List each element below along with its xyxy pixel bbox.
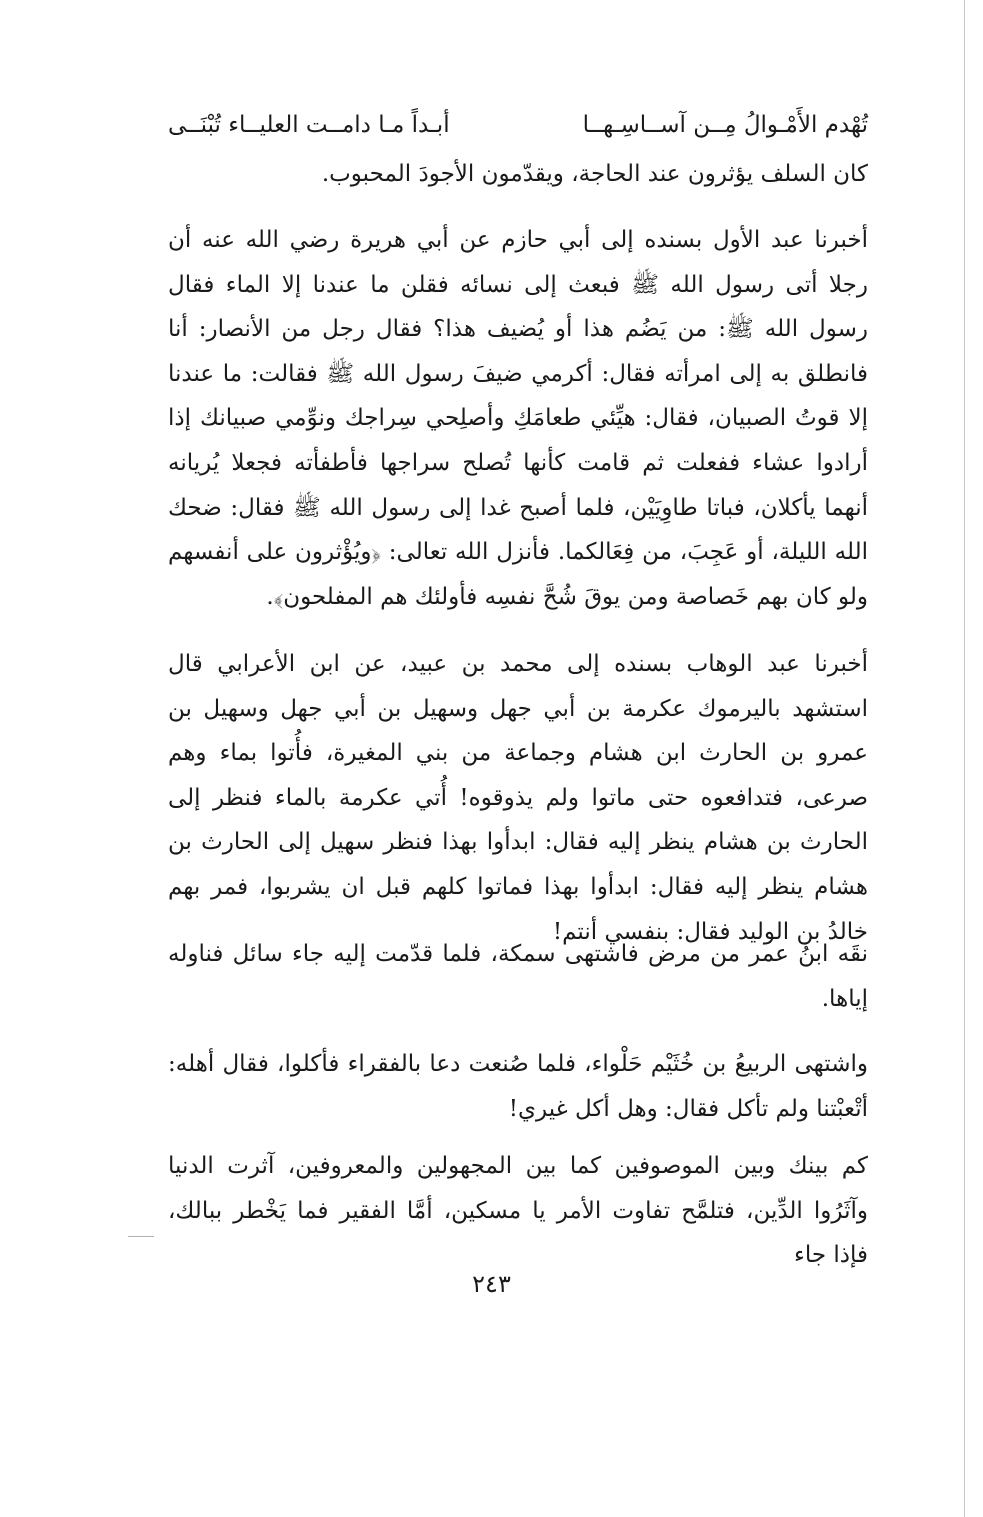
poetry-verse: [168, 102, 868, 148]
paragraph-ibn-umar-fish: [168, 932, 868, 1021]
paragraph-text: كم بينك وبين الموصوفين كما بين المجهولين والمعروفين، آثرت الدنيا وآثَرُوا الدِّين، فتلمَّح تفاوت الأمر يا مسكين، أمَّا الفقير فما يَخْطر ببالك، فإذا جاء: [168, 1153, 868, 1269]
verse-hemistich-second: أبـداً مـا دامــت العليــاء تُبْنَــى: [168, 112, 450, 138]
paragraph-text: كان السلف يؤثرون عند الحاجة، ويقدّمون الأجودَ المحبوب.: [321, 161, 868, 187]
paragraph-salaf-preference: [168, 152, 868, 197]
paragraph-text: أخبرنا عبد الوهاب بسنده إلى محمد بن عبيد، عن ابن الأعرابي قال استشهد باليرموك عكرمة بن أبي جهل وسهيل بن أبي جهل وسهيل بن عمرو بن الحارث ابن هشام وجماعة من بني المغيرة، فأُتوا بماء وهم صرعى، فتدافعوه حتى ماتوا ولم يذوقوه! أُتي عكرمة بالماء فنظر إلى الحارث بن هشام ينظر إليه فقال: ابدأوا بهذا فنظر سهيل إلى الحارث بن هشام ينظر إليه فقال: ابدأوا بهذا فماتوا كلهم قبل ان يشربوا، فمر بهم خالدُ بن الوليد فقال: بنفسي أنتم!: [168, 651, 868, 945]
paragraph-described-vs-unknown: [168, 1144, 868, 1278]
paragraph-rabi-sweets: [168, 1042, 868, 1131]
paragraph-text: واشتهى الربيعُ بن خُثَيْم حَلْواء، فلما صُنعت دعا بالفقراء فأكلوا، فقال أهله: أتْعبْتنا ولم تأكل فقال: وهل أكل غيري!: [168, 1051, 868, 1122]
paragraph-yarmouk-story: [168, 642, 868, 954]
verse-hemistich-first: تُهْدم الأَمْـوالُ مِــن آســاسِـهــا: [582, 112, 868, 138]
page-number: ٢٤٣: [472, 1270, 511, 1298]
paragraph-text: أخبرنا عبد الأول بسنده إلى أبي حازم عن أبي هريرة رضي الله عنه أن رجلا أتى رسول الله ﷺ فبعث إلى نسائه فقلن ما عندنا إلا الماء فقال رسول الله ﷺ: من يَضُم هذا أو يُضيف هذا؟ فقال رجل من الأنصار: أنا فانطلق به إلى امرأته فقال: أكرمي ضيفَ رسول الله ﷺ فقالت: ما عندنا إلا قوتُ الصبيان، فقال: هيِّئي طعامَكِ وأصلِحي سِراجك ونوِّمي صبيانك إذا أرادوا عشاء ففعلت ثم قامت كأنها تُصلح سراجها فأطفأته فجعلا يُريانه أنهما يأكلان، فباتا طاوِيَيْن، فلما أصبح غدا إلى رسول الله ﷺ فقال: ضحك الله الليلة، أو عَجِبَ، من فِعَالكما. فأنزل الله تعالى: ﴿ويُؤْثرون على أنفسهم ولو كان بهم خَصاصة ومن يوقَ شُحَّ نفسِه فأولئك هم المفلحون﴾.: [168, 227, 868, 610]
scan-artifact-mark: [128, 1236, 154, 1237]
paragraph-text: نقَه ابنُ عمر من مرض فاشتهى سمكة، فلما قدّمت إليه جاء سائل فناوله إياها.: [168, 941, 868, 1012]
paragraph-abu-hurairah-hadith: [168, 218, 868, 619]
